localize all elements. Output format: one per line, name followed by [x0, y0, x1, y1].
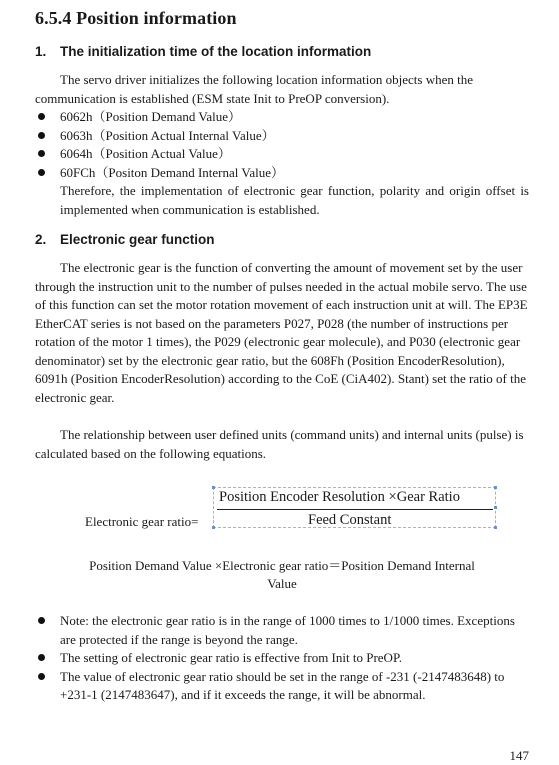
list-item: 60FCh（Positon Demand Internal Value）: [35, 164, 529, 183]
bullet-icon: [38, 654, 45, 661]
subsection-number: 2.: [35, 232, 47, 247]
subsection-title: The initialization time of the location information: [60, 44, 372, 59]
resize-handle: [212, 486, 215, 489]
bullet-icon: [38, 673, 45, 680]
formula-denominator: Feed Constant: [308, 512, 392, 528]
list-item: The value of electronic gear ratio should be set in the range of -231 (-2147483648) to +231-1 (2147483647), and if it exceeds the range, it will be abnormal.: [35, 668, 529, 705]
subsection-title: Electronic gear function: [60, 232, 215, 247]
page-number: 147: [509, 748, 529, 763]
subsection-number: 1.: [35, 44, 47, 59]
resize-handle: [494, 506, 497, 509]
list-item: The setting of electronic gear ratio is effective from Init to PreOP.: [35, 649, 529, 668]
subsection-heading-1: [35, 44, 371, 59]
intro-paragraph: The servo driver initializes the following location information objects when the communication is established (ESM state Init to PreOP conversion).: [35, 72, 473, 106]
list-item: Note: the electronic gear ratio is in the range of 1000 times to 1/1000 times. Exceptions are protected if the range is beyond the range.: [35, 612, 529, 649]
gear-ratio-formula: [213, 487, 496, 528]
formula-label: Electronic gear ratio=: [85, 514, 199, 529]
fraction-bar: [217, 509, 493, 510]
resize-handle: [494, 526, 497, 529]
therefore-paragraph: Therefore, the implementation of electronic gear function, polarity and origin offset is implemented when communication is established.: [60, 183, 529, 217]
bullet-icon: [38, 113, 45, 120]
bullet-icon: [38, 617, 45, 624]
bullet-icon: [38, 169, 45, 176]
electronic-gear-paragraph: The electronic gear is the function of converting the amount of movement set by the user through the instruction unit to the number of pulses needed in the actual mobile servo. The use of this function can set the motor rotation movement of each instruction unit at will. The EP3E EtherCAT series is not based on the parameters P027, P028 (the number of instructions per rotation of the motor 1 times), the P029 (electronic gear molecule), and P030 (electronic gear denominator) set by the electronic gear ratio, but the 608Fh (Position EncoderResolution), 6091h (Position EncoderResolution) according to the CoE (CiA402). Stant) set the ratio of the electronic gear.: [35, 260, 528, 405]
formula-numerator: Position Encoder Resolution ×Gear Ratio: [219, 489, 460, 505]
position-objects-list: [35, 108, 529, 182]
resize-handle: [212, 526, 215, 529]
equation-line-2: Value: [267, 576, 297, 591]
list-item: 6064h（Position Actual Value）: [35, 145, 529, 164]
equation-line-1: Position Demand Value ×Electronic gear ratio＝Position Demand Internal: [89, 558, 475, 573]
list-item: 6062h（Position Demand Value）: [35, 108, 529, 127]
relationship-paragraph: The relationship between user defined units (command units) and internal units (pulse) is calculated based on the following equations.: [35, 427, 524, 461]
subsection-heading-2: [35, 232, 215, 247]
resize-handle: [494, 486, 497, 489]
list-item: 6063h（Position Actual Internal Value）: [35, 127, 529, 146]
bullet-icon: [38, 132, 45, 139]
notes-list: [35, 612, 529, 705]
bullet-icon: [38, 150, 45, 157]
section-title: 6.5.4 Position information: [35, 8, 237, 28]
